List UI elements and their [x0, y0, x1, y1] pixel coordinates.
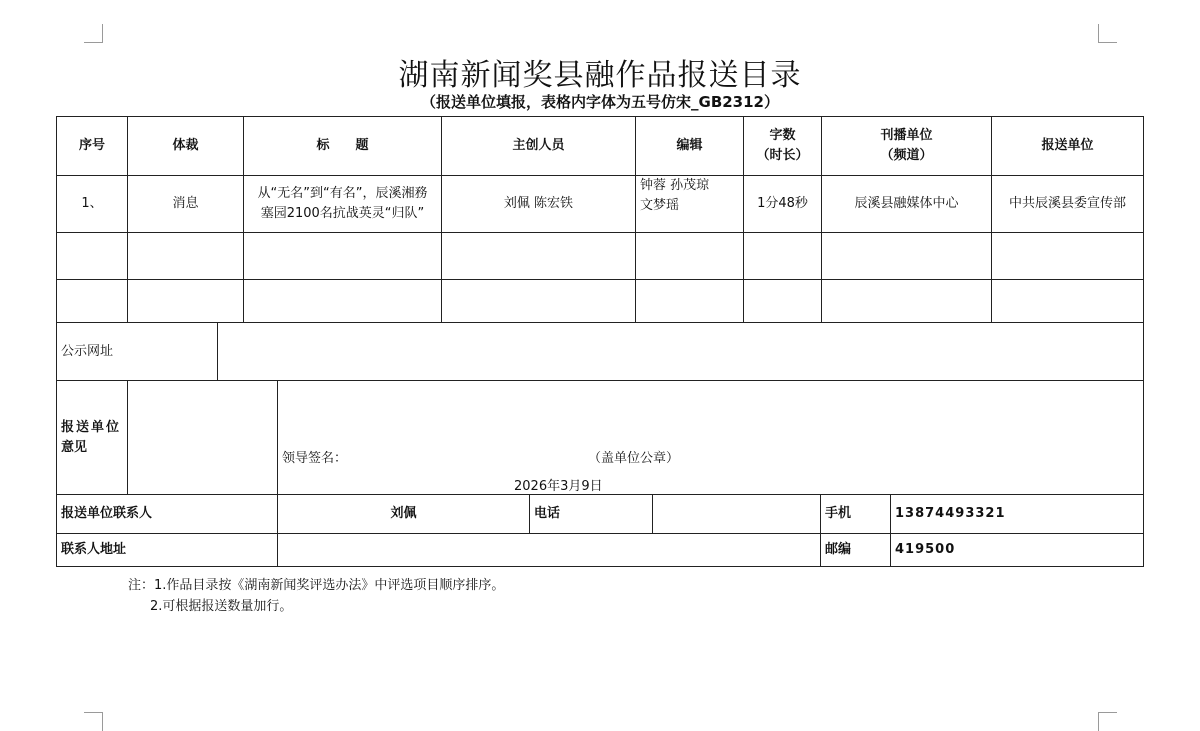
seal-note: （盖单位公章）: [588, 451, 680, 466]
corner-mark-bottom-left: [84, 712, 103, 731]
cell-empty[interactable]: [128, 233, 244, 279]
cell-title: [244, 176, 442, 232]
cell-empty[interactable]: [744, 280, 822, 322]
note-line-2: 2.可根据报送数量加行。: [150, 599, 293, 614]
submission-table: [56, 116, 1144, 567]
table-row-empty: [57, 233, 1143, 280]
cell-empty[interactable]: [128, 280, 244, 322]
opinion-content[interactable]: [278, 381, 1143, 494]
phone-value[interactable]: [653, 495, 821, 533]
opinion-blank-cell[interactable]: [128, 381, 278, 494]
cell-creators: 刘佩 陈宏铁: [442, 176, 636, 232]
cell-empty[interactable]: [636, 280, 744, 322]
public-url-row: [57, 323, 1143, 381]
postcode-label: 邮编: [821, 534, 891, 566]
cell-empty[interactable]: [744, 233, 822, 279]
cell-empty[interactable]: [244, 280, 442, 322]
opinion-row: [57, 381, 1143, 495]
cell-editor-line2: 文梦瑶: [640, 198, 680, 213]
table-row-empty: [57, 280, 1143, 323]
cell-empty[interactable]: [636, 233, 744, 279]
cell-empty[interactable]: [992, 233, 1143, 279]
contact-name[interactable]: 刘佩: [278, 495, 530, 533]
leader-signature-label: 领导签名：: [282, 451, 348, 466]
cell-outlet: 辰溪县融媒体中心: [822, 176, 992, 232]
phone-label: 电话: [530, 495, 653, 533]
corner-mark-top-right: [1098, 24, 1117, 43]
table-row: [57, 176, 1143, 233]
document-title: 湖南新闻奖县融作品报送目录: [398, 58, 802, 93]
opinion-date: 2026年3月9日: [514, 479, 603, 494]
note-line-1: 注：1.作品目录按《湖南新闻奖评选办法》中评选项目顺序排序。: [128, 578, 505, 593]
cell-length: 1分48秒: [744, 176, 822, 232]
public-url-value[interactable]: [218, 323, 1143, 380]
header-editor: 编辑: [636, 117, 744, 175]
header-seq: 序号: [57, 117, 128, 175]
cell-genre: 消息: [128, 176, 244, 232]
postcode-value[interactable]: 419500: [895, 542, 956, 557]
opinion-label-line1: 报送单位: [61, 419, 122, 435]
header-outlet-line1: 刊播单位: [880, 128, 933, 143]
cell-empty[interactable]: [442, 280, 636, 322]
table-header-row: [57, 117, 1143, 176]
cell-empty[interactable]: [57, 280, 128, 322]
cell-editor: [636, 176, 744, 232]
contact-label: 报送单位联系人: [57, 495, 278, 533]
cell-empty[interactable]: [57, 233, 128, 279]
cell-empty[interactable]: [822, 280, 992, 322]
cell-seq: 1、: [57, 176, 128, 232]
header-outlet-line2: （频道）: [880, 148, 933, 163]
header-creators: 主创人员: [442, 117, 636, 175]
public-url-label: 公示网址: [57, 323, 218, 380]
cell-empty[interactable]: [822, 233, 992, 279]
mobile-value[interactable]: 13874493321: [895, 506, 1006, 521]
cell-empty[interactable]: [244, 233, 442, 279]
cell-empty[interactable]: [442, 233, 636, 279]
cell-empty[interactable]: [992, 280, 1143, 322]
document-subtitle: （报送单位填报，表格内字体为五号仿宋_GB2312）: [421, 93, 779, 111]
header-length-line1: 字数: [769, 128, 796, 143]
header-genre: 体裁: [128, 117, 244, 175]
address-row: [57, 534, 1143, 566]
cell-title-line2: 塞园2100名抗战英灵“归队”: [260, 206, 425, 221]
contact-row: [57, 495, 1143, 534]
cell-title-line1: 从“无名”到“有名”，辰溪湘務: [257, 186, 428, 201]
mobile-label: 手机: [821, 495, 891, 533]
corner-mark-bottom-right: [1098, 712, 1117, 731]
cell-editor-line1: 钟蓉 孙茂琼: [640, 178, 710, 193]
address-label: 联系人地址: [57, 534, 278, 566]
opinion-label-line2: 意见: [61, 439, 88, 455]
header-title: 标 题: [244, 117, 442, 175]
opinion-label: [57, 381, 128, 494]
header-outlet: [822, 117, 992, 175]
header-submitter: 报送单位: [1041, 138, 1094, 153]
address-value[interactable]: [278, 534, 821, 566]
header-length: [744, 117, 822, 175]
cell-submitter: 中共辰溪县委宣传部: [1008, 196, 1126, 211]
header-length-line2: （时长）: [756, 148, 809, 163]
corner-mark-top-left: [84, 24, 103, 43]
